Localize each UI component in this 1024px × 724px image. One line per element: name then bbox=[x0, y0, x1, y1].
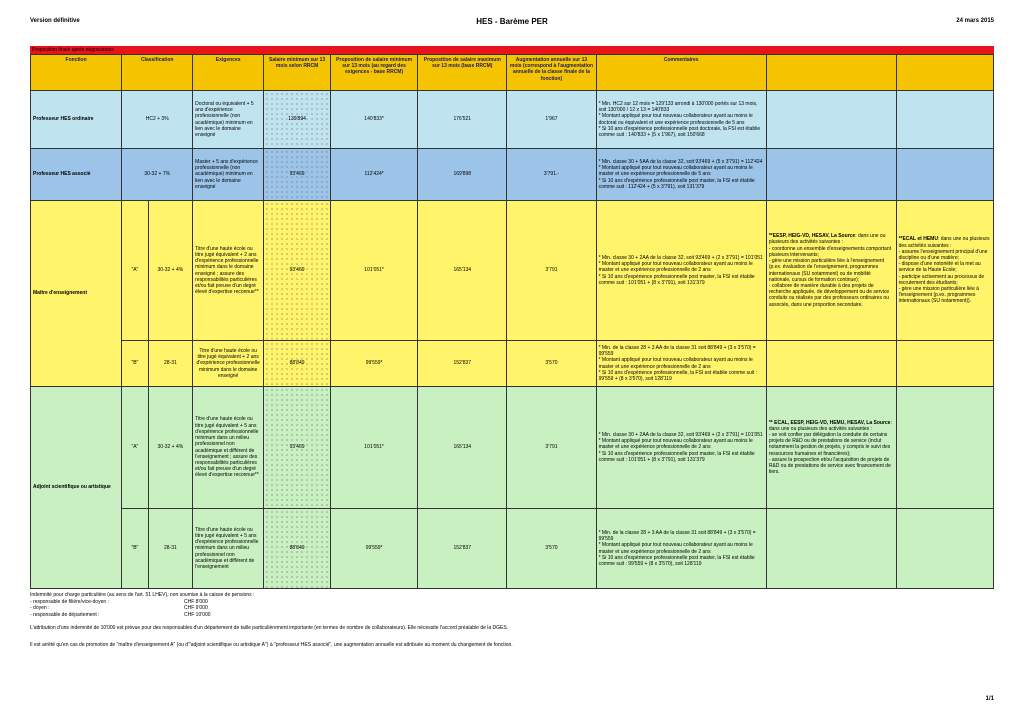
col-extra-1 bbox=[766, 55, 896, 91]
footer-item-value: CHF 10'000 bbox=[184, 611, 211, 618]
page-title: HES - Barème PER bbox=[476, 17, 548, 26]
footer-notes bbox=[30, 592, 994, 649]
table-row bbox=[31, 387, 994, 509]
commentaire-cell: * Min. classe 30 + 5AA de la classe 32, soit 93'469 + (5 x 3'791) = 112'424 * Montant appliqué pour tout nouveau collaborateur ayant au moins le master et une expérience professionnelle de 5 ans * Si 10 ans d'expérience professionnelle post master, la FSI est établie comme suit : 112'424 + (5 x 3'791), soit 131'379 bbox=[596, 149, 766, 201]
prop-min-cell: 112'424* bbox=[331, 149, 418, 201]
augm-cell: 3'791 bbox=[507, 201, 596, 341]
footer-intro: Indemnité pour charge particulière (au sens de l'art. 51 LHEV), non soumise à la caisse de pensions : bbox=[30, 592, 255, 598]
note-cell bbox=[766, 341, 896, 387]
footer-para1: L'attribution d'une indemnité de 10'000 est prévue pour des responsables d'un département de taille particulièrement importante (en termes de nombre de collaborateurs). Elle nécessite l'accord préalable de la DGES. bbox=[30, 625, 509, 632]
fonction-cell: Adjoint scientifique ou artistique bbox=[31, 387, 122, 589]
commentaire-cell: * Min. HC2 sur 12 mois = 129'133 arrondi à 130'000 portés sur 13 mois, soit 130'000 / 12 x 13 = 140'833 * Montant appliqué pour tout nouveau collaborateur ayant au moins le doctorat ou équivalent et une expérience professionnelle de 5 ans * Si 10 ans d'expérience professionnelle post doctorale, la FSI est établie comme suit : 140'833 + (5 x 1'967), soit 150'668 bbox=[596, 91, 766, 149]
classe-cell: "B" bbox=[122, 509, 148, 589]
header-row bbox=[31, 55, 994, 91]
footer-item bbox=[30, 599, 994, 606]
classification-cell: 28-31 bbox=[148, 341, 193, 387]
col-prop-min: Proposition de salaire minimum sur 13 mois (au regard des exigences - base RRCM) bbox=[331, 55, 418, 91]
exigences-cell: Titre d'une haute école ou titre jugé équivalent + 5 ans d'expérience professionnelle minimum dans un milieu professionnel non académique et différent de l'enseignement ; assure des responsabilités particulières et/ou fait preuve d'un degré élevé d'expertise reconnue** bbox=[193, 387, 264, 509]
prop-max-cell: 165'134 bbox=[418, 387, 507, 509]
salary-table bbox=[30, 54, 994, 589]
col-exigences: Exigences bbox=[193, 55, 264, 91]
exigences-cell: Master + 5 ans d'expérience professionnelle (non académique) minimum en lien avec le domaine enseigné bbox=[193, 149, 264, 201]
version-label: Version définitive bbox=[30, 18, 80, 24]
col-commentaires: Commentaires bbox=[596, 55, 766, 91]
commentaire-cell: * Min. de la classe 28 + 3 AA de la classe 31 soit 88'849 + (3 x 3'570) = 99'559 * Montant appliqué pour tout nouveau collaborateur ayant au moins le master et une expérience professionnelle de 2 ans * Si 10 ans d'expérience professionnelle, la FSI est établie comme suit : 99'559 + (8 x 3'570), soit 128'119 bbox=[596, 341, 766, 387]
col-prop-max: Proposition de salaire maximum sur 13 mois (base RRCM) bbox=[418, 55, 507, 91]
table-row bbox=[31, 201, 994, 341]
note-cell bbox=[766, 91, 896, 149]
classification-cell: 30-32 + 4% bbox=[148, 201, 193, 341]
classification-cell: 30-32 + 7% bbox=[122, 149, 193, 201]
note-cell bbox=[766, 149, 896, 201]
classe-cell: "A" bbox=[122, 387, 148, 509]
footer-item-value: CHF 9'000 bbox=[184, 605, 208, 612]
exigences-cell: Titre d'une haute école ou titre jugé équivalent + 5 ans d'expérience professionnelle minimum dans un milieu professionnel non académique et différent de l'enseignement bbox=[193, 509, 264, 589]
sal-min-cell: 139'894 bbox=[264, 91, 331, 149]
footer-item-value: CHF 8'000 bbox=[184, 598, 208, 605]
note-cell bbox=[896, 201, 993, 341]
note-cell bbox=[896, 387, 993, 509]
sal-min-cell: 93'469 bbox=[264, 387, 331, 509]
footer-item bbox=[30, 612, 994, 619]
col-extra-2 bbox=[896, 55, 993, 91]
note-cell bbox=[766, 509, 896, 589]
note-title: ** ECAL, EESP, HEIG-VD, HEMU, HESAV, La Source bbox=[768, 419, 891, 426]
note-text: : dans une ou plusieurs des activités suivantes : - se voit confier par délégation la conduite de certains projets de R&D ou de prestations de service (inclut notamment la gestion de projets, y compris le suivi des ressources humaines et financières); - assure la prospection et/ou l'acquisition de projets de R&D ou de prestations de service avec financement de tiers. bbox=[768, 419, 892, 476]
fonction-cell: Professeur HES ordinaire bbox=[31, 91, 122, 149]
classe-cell: "B" bbox=[122, 341, 148, 387]
commentaire-cell: * Min. classe 30 + 2AA de la classe 32, soit 93'469 + (2 x 3'791) = 101'051 * Montant appliqué pour tout nouveau collaborateur ayant au moins le master et une expérience professionnelle de 2 ans * Si 10 ans d'expérience professionnelle post master, la FSI est établie comme suit : 101'051 + (8 x 3'791), soit 131'379 bbox=[596, 201, 766, 341]
augm-cell: 3'791 bbox=[507, 387, 596, 509]
footer-item bbox=[30, 605, 994, 612]
sal-min-cell: 93'469 bbox=[264, 201, 331, 341]
table-row bbox=[31, 341, 994, 387]
commentaire-cell: * Min. classe 30 + 2AA de la classe 32, soit 93'469 + (2 x 3'791) = 101'051 * Montant appliqué pour tout nouveau collaborateur ayant au moins le master et une expérience professionnelle de 2 ans * Si 10 ans d'expérience professionnelle post master, la FSI est établie comme suit : 101'051 + (8 x 3'791), soit 131'379 bbox=[596, 387, 766, 509]
prop-min-cell: 101'051* bbox=[331, 387, 418, 509]
footer-item-label: - doyen : bbox=[30, 605, 50, 612]
prop-min-cell: 99'559* bbox=[331, 509, 418, 589]
note-text: : dans une ou plusieurs des activités suivantes : - assume l'enseignement principal d'une discipline ou d'une matière; - dispose d'une notoriété et la met au service de la Haute Ecole; - participe activement au processus de recrutement des étudiants; - gère une mission particulière liée à l'enseignement (p.ex. programmes internationaux (SU notamment)). bbox=[898, 236, 990, 305]
augm-cell: 3'570 bbox=[507, 341, 596, 387]
table-row bbox=[31, 509, 994, 589]
date-label: 24 mars 2015 bbox=[956, 18, 994, 24]
augm-cell: 3'791.- bbox=[507, 149, 596, 201]
prop-max-cell: 152'837 bbox=[418, 509, 507, 589]
classification-cell: HC2 + 3% bbox=[122, 91, 193, 149]
exigences-cell: Titre d'une haute école ou titre jugé équivalent + 2 ans d'expérience professionnelle minimum dans le domaine enseigné ; assure des responsabilités particulières et/ou fait preuve d'un degré élevé d'expertise reconnue** bbox=[193, 201, 264, 341]
augm-cell: 3'570 bbox=[507, 509, 596, 589]
footer-item-label: - responsable de département : bbox=[30, 611, 100, 618]
note-title: **ECAL et HEMU bbox=[898, 236, 938, 243]
sal-min-cell: 88'849 bbox=[264, 509, 331, 589]
note-cell bbox=[766, 387, 896, 509]
table-row bbox=[31, 149, 994, 201]
note-cell bbox=[766, 201, 896, 341]
note-title: **EESP, HEIG-VD, HESAV, La Source bbox=[768, 233, 856, 240]
augm-cell: 1'967 bbox=[507, 91, 596, 149]
exigences-cell: Doctorat ou équivalent + 5 ans d'expérience professionnelle (non académique) minimum en lien avec le domaine enseigné bbox=[193, 91, 264, 149]
note-cell bbox=[896, 149, 993, 201]
banner: Proposition finale après négociations bbox=[30, 46, 994, 54]
note-text: : dans une ou plusieurs des activités suivantes : - coordonne un ensemble d'enseignements comportant plusieurs intervenants; - gère une mission particulière liée à l'enseignement (p.ex. évaluation de l'enseignement, programmes internationaux (SU notamment) ou de mobilité nationale, cursus de formation continue); - collabore de manière durable à des projets de recherche appliquée, de développement ou de service conduits ou réalisés par des professeurs ordinaires ou associés, dans une proportion secondaire. bbox=[768, 233, 891, 308]
prop-min-cell: 101'051* bbox=[331, 201, 418, 341]
footer-item-label: - responsable de filière/vice-doyen : bbox=[30, 598, 109, 605]
col-salaire-min: Salaire minimum sur 13 mois selon RRCM bbox=[264, 55, 331, 91]
footer-para2: Il est arrêté qu'en cas de promotion de "maître d'enseignement A" (ou d'"adjoint scientifique ou artistique A") à "professeur HES associé", une augmentation annuelle est attribuée au moment du changement de fonction. bbox=[30, 641, 513, 648]
note-cell bbox=[896, 91, 993, 149]
col-augmentation: Augmentation annuelle sur 13 mois (correspond à l'augmentation annuelle de la classe finale de la fonction) bbox=[507, 55, 596, 91]
note-cell bbox=[896, 509, 993, 589]
fonction-cell: Maître d'enseignement bbox=[31, 201, 122, 387]
prop-max-cell: 169'898 bbox=[418, 149, 507, 201]
classe-cell: "A" bbox=[122, 201, 148, 341]
prop-max-cell: 165'134 bbox=[418, 201, 507, 341]
prop-max-cell: 152'837 bbox=[418, 341, 507, 387]
exigences-cell: Titre d'une haute école ou titre jugé équivalent + 2 ans d'expérience professionnelle minimum dans le domaine enseigné bbox=[193, 341, 264, 387]
fonction-cell: Professeur HES associé bbox=[31, 149, 122, 201]
table-row bbox=[31, 91, 994, 149]
prop-max-cell: 176'521 bbox=[418, 91, 507, 149]
prop-min-cell: 140'833* bbox=[331, 91, 418, 149]
page-number: 1/1 bbox=[985, 696, 994, 702]
sal-min-cell: 88'849 bbox=[264, 341, 331, 387]
page-header bbox=[30, 18, 994, 30]
prop-min-cell: 99'559* bbox=[331, 341, 418, 387]
col-classification: Classification bbox=[122, 55, 193, 91]
classification-cell: 28-31 bbox=[148, 509, 193, 589]
col-fonction: Fonction bbox=[31, 55, 122, 91]
classification-cell: 30-32 + 4% bbox=[148, 387, 193, 509]
commentaire-cell: * Min. de la classe 28 + 3 AA de la classe 31 soit 88'849 + (3 x 3'570) = 99'559 * Montant appliqué pour tout nouveau collaborateur ayant au moins le master et une expérience professionnelle de 2 ans * Si 10 ans d'expérience professionnelle post master, la FSI est établie comme suit : 99'559 + (8 x 3'570), soit 128'119 bbox=[596, 509, 766, 589]
sal-min-cell: 93'469 bbox=[264, 149, 331, 201]
note-cell bbox=[896, 341, 993, 387]
